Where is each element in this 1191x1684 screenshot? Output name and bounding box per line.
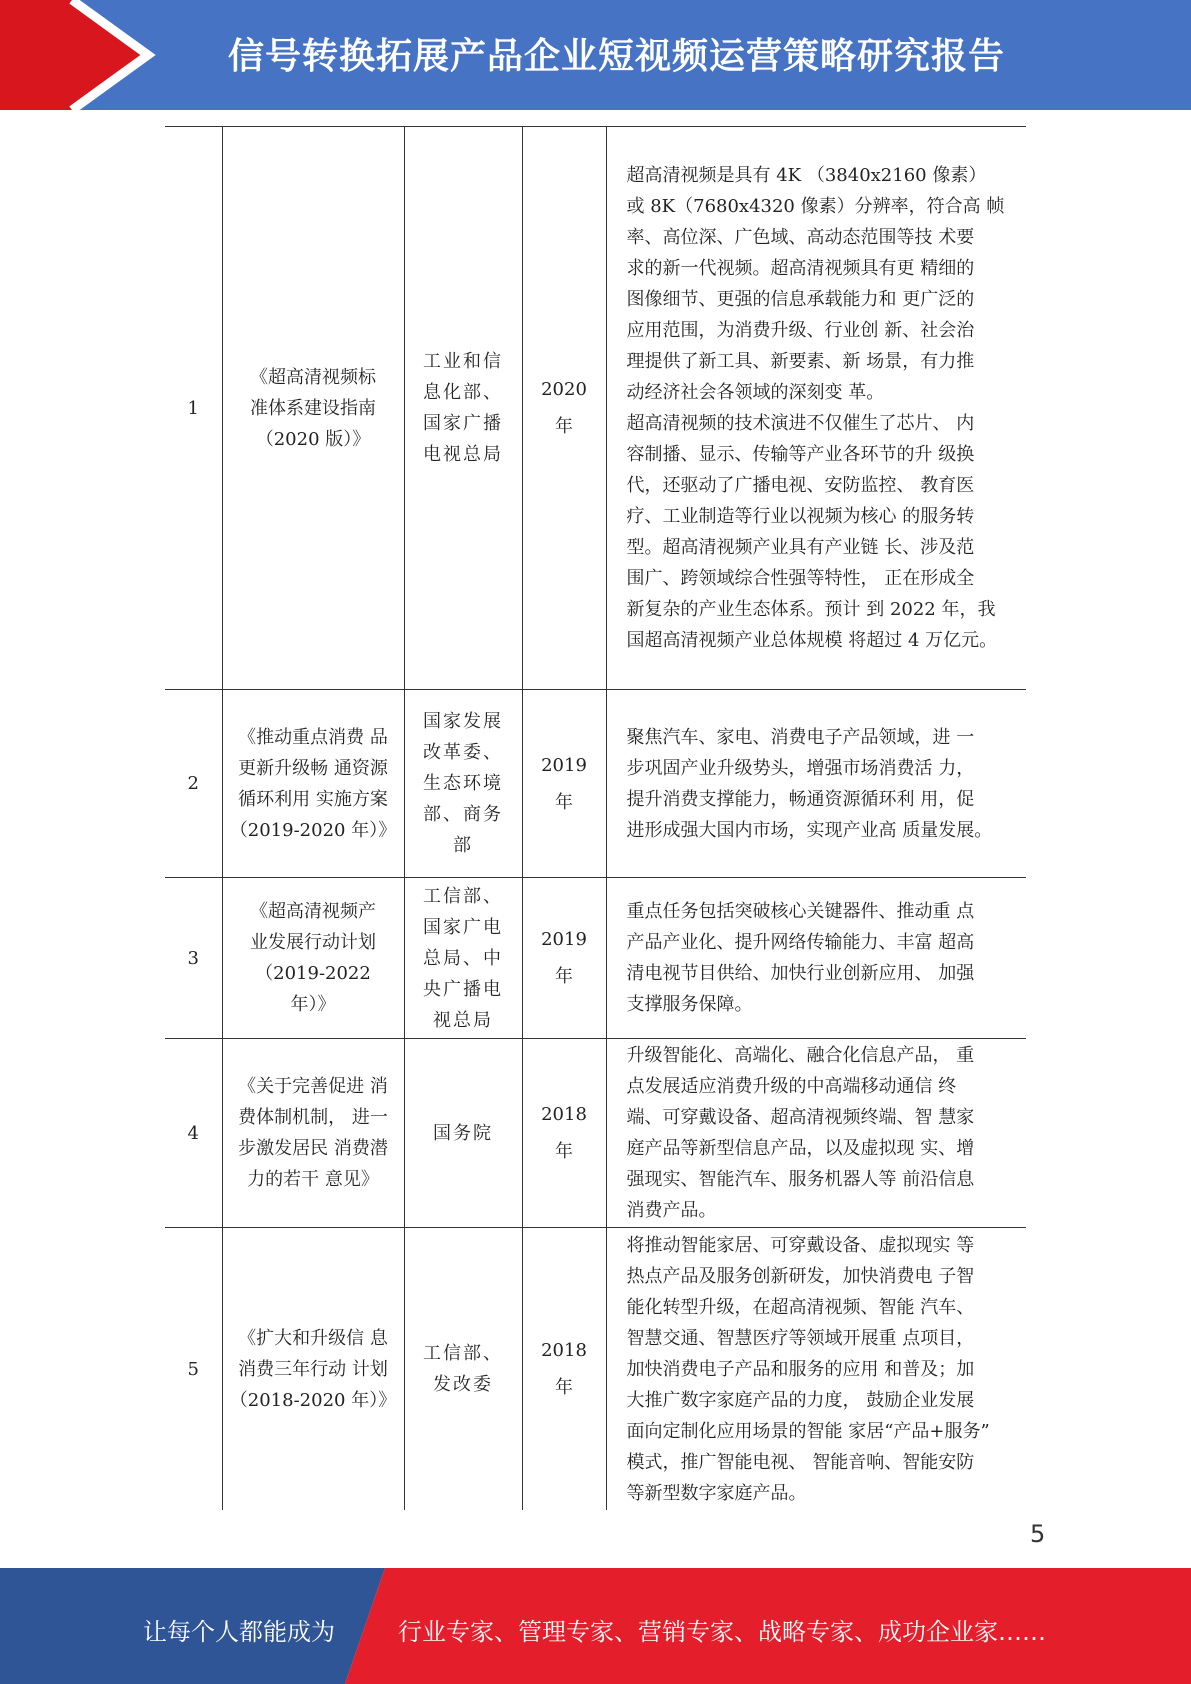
department-line: 工业和信 (423, 351, 503, 372)
description-line: 消费产品。 (626, 1200, 717, 1221)
department-line: 视总局 (433, 1009, 493, 1031)
description-line: 疗、工业制造等行业以视频为核心 的服务转 (626, 506, 975, 527)
description-line: 将推动智能家居、可穿戴设备、虚拟现实 等 (626, 1234, 975, 1256)
description-line: 智慧交通、智慧医疗等领域开展重 点项目， (626, 1327, 975, 1349)
policy-name-line: （2019-2022 (255, 963, 371, 984)
policy-name-cell (222, 127, 404, 690)
description-line: 应用范围，为消费升级、行业创 新、社会治 (626, 320, 975, 341)
policy-name-cell (222, 1228, 404, 1511)
row-number: 3 (187, 947, 199, 969)
description-line: 国超高清视频产业总体规模 将超过 4 万亿元。 (626, 630, 998, 651)
footer-slogan-right: 行业专家、管理专家、营销专家、战略专家、成功企业家…… (398, 1618, 1046, 1646)
description-line: 率、高位深、广色域、高动态范围等技 术要 (626, 227, 975, 248)
year-value: 2019 (541, 929, 587, 950)
description-line: 强现实、智能汽车、服务机器人等 前沿信息 (626, 1169, 975, 1190)
policy-table-wrapper (165, 126, 1026, 1510)
policy-name-line: 步激发居民 消费潜 (238, 1138, 388, 1159)
policy-name-line: 《超高清视频标 (250, 366, 376, 388)
description-line: 求的新一代视频。超高清视频具有更 精细的 (626, 258, 975, 279)
chevron-arrow-icon (0, 0, 160, 110)
policy-name-line: 《扩大和升级信 息 (238, 1327, 388, 1349)
department-line: 生态环境 (423, 773, 503, 794)
description-line: 热点产品及服务创新研发，加快消费电 子智 (626, 1265, 975, 1287)
policy-name-line: （2020 版）》 (255, 428, 371, 450)
policy-name-line: 循环利用 实施方案 (238, 788, 388, 810)
policy-name-line: 《关于完善促进 消 (238, 1076, 388, 1097)
issuing-department-cell (404, 1228, 522, 1511)
page-footer (0, 1568, 1191, 1684)
department-line: 工信部、 (423, 1343, 503, 1364)
description-line: 模式，推广智能电视、 智能音响、智能安防 (626, 1451, 975, 1473)
description-line: 超高清视频的技术演进不仅催生了芯片、 内 (626, 413, 975, 434)
year-cell (522, 127, 606, 690)
description-line: 或 8K（7680x4320 像素）分辨率，符合高 帧 (626, 196, 1005, 217)
table-row (165, 878, 1026, 1039)
year-unit: 年 (555, 416, 573, 437)
description-line: 进形成强大国内市场，实现产业高 质量发展。 (626, 819, 993, 841)
description-line: 大推广数字家庭产品的力度， 鼓励企业发展 (626, 1389, 975, 1411)
year-value: 2020 (541, 379, 587, 400)
report-title: 信号转换拓展产品企业短视频运营策略研究报告 (228, 36, 1006, 77)
policy-table (165, 126, 1026, 1510)
policy-name-line: 费体制机制， 进一 (238, 1107, 388, 1128)
policy-description-cell (606, 690, 1026, 878)
policy-name-line: （2018-2020 年）》 (229, 1389, 397, 1411)
department-line: 央广播电 (423, 978, 503, 1000)
department-line: 部 (453, 835, 473, 856)
description-line: 庭产品等新型信息产品，以及虚拟现 实、增 (626, 1138, 975, 1159)
policy-name-line: 《超高清视频产 (250, 901, 376, 922)
row-number: 1 (187, 397, 199, 419)
department-line: 发改委 (433, 1374, 493, 1395)
year-cell (522, 690, 606, 878)
chevron-fill (0, 0, 148, 110)
year-cell (522, 1039, 606, 1228)
year-unit: 年 (555, 791, 573, 813)
year-value: 2019 (541, 754, 587, 776)
description-line: 步巩固产业升级势头，增强市场消费活 力， (626, 757, 975, 779)
policy-name-line: （2019-2020 年）》 (229, 819, 397, 841)
policy-description-cell (606, 1228, 1026, 1511)
row-number: 2 (187, 773, 199, 794)
row-number-cell (165, 878, 222, 1039)
row-number: 5 (187, 1358, 199, 1380)
year-unit: 年 (555, 966, 573, 987)
policy-name-line: 更新升级畅 通资源 (238, 757, 388, 779)
description-line: 型。超高清视频产业具有产业链 长、涉及范 (626, 537, 975, 558)
department-line: 国务院 (433, 1122, 493, 1144)
footer-slogan-left: 让每个人都能成为 (143, 1618, 335, 1646)
table-row (165, 690, 1026, 878)
department-line: 电视总局 (423, 444, 503, 465)
row-number-cell (165, 1039, 222, 1228)
description-line: 面向定制化应用场景的智能 家居“产品+服务” (626, 1420, 990, 1442)
policy-description-cell (606, 1039, 1026, 1228)
policy-description-cell (606, 127, 1026, 690)
description-line: 围广、跨领域综合性强等特性， 正在形成全 (626, 568, 975, 589)
table-row (165, 127, 1026, 690)
department-line: 改革委、 (423, 742, 503, 763)
issuing-department-cell (404, 690, 522, 878)
description-line: 重点任务包括突破核心关键器件、推动重 点 (626, 901, 975, 922)
description-line: 产品产业化、提升网络传输能力、丰富 超高 (626, 932, 975, 953)
row-number-cell (165, 690, 222, 878)
description-line: 清电视节目供给、加快行业创新应用、 加强 (626, 963, 975, 984)
description-line: 点发展适应消费升级的中高端移动通信 终 (626, 1076, 957, 1097)
department-line: 国家广播 (423, 413, 503, 434)
policy-name-line: 业发展行动计划 (250, 932, 376, 953)
year-unit: 年 (555, 1377, 573, 1398)
description-line: 加快消费电子产品和服务的应用 和普及；加 (626, 1358, 975, 1380)
year-value: 2018 (541, 1340, 587, 1361)
description-line: 容制播、显示、传输等产业各环节的升 级换 (626, 444, 975, 465)
year-unit: 年 (555, 1141, 573, 1162)
description-line: 能化转型升级，在超高清视频、智能 汽车、 (626, 1296, 975, 1318)
policy-name-line: 准体系建设指南 (250, 397, 376, 419)
department-line: 总局、中 (423, 947, 503, 969)
policy-name-line: 消费三年行动 计划 (238, 1358, 388, 1380)
row-number-cell (165, 127, 222, 690)
description-line: 代，还驱动了广播电视、安防监控、 教育医 (626, 475, 975, 496)
policy-name-line: 力的若干 意见》 (247, 1169, 379, 1190)
description-line: 支撑服务保障。 (626, 994, 753, 1015)
department-line: 部、商务 (423, 804, 503, 825)
description-line: 升级智能化、高端化、融合化信息产品， 重 (626, 1045, 975, 1066)
policy-name-line: 年）》 (290, 994, 336, 1015)
policy-description-cell (606, 878, 1026, 1039)
year-value: 2018 (541, 1104, 587, 1125)
table-row (165, 1228, 1026, 1511)
policy-name-cell (222, 1039, 404, 1228)
description-line: 理提供了新工具、新要素、新 场景，有力推 (626, 351, 975, 372)
department-line: 国家广电 (423, 916, 503, 938)
description-line: 端、可穿戴设备、超高清视频终端、智 慧家 (626, 1107, 975, 1128)
issuing-department-cell (404, 1039, 522, 1228)
department-line: 工信部、 (423, 885, 503, 907)
department-line: 国家发展 (423, 711, 503, 732)
policy-name-cell (222, 690, 404, 878)
issuing-department-cell (404, 127, 522, 690)
department-line: 息化部、 (423, 382, 503, 403)
year-cell (522, 1228, 606, 1511)
description-line: 图像细节、更强的信息承载能力和 更广泛的 (626, 289, 975, 310)
description-line: 提升消费支撑能力，畅通资源循环利 用，促 (626, 788, 975, 810)
policy-table-body (165, 127, 1026, 1511)
description-line: 新复杂的产业生态体系。预计 到 2022 年，我 (626, 599, 996, 620)
issuing-department-cell (404, 878, 522, 1039)
page-header (0, 0, 1191, 110)
row-number-cell (165, 1228, 222, 1511)
year-cell (522, 878, 606, 1039)
description-line: 动经济社会各领域的深刻变 革。 (626, 382, 885, 403)
policy-name-cell (222, 878, 404, 1039)
page-number: 5 (1030, 1520, 1046, 1548)
policy-name-line: 《推动重点消费 品 (238, 726, 388, 748)
description-line: 聚焦汽车、家电、消费电子产品领域，进 一 (626, 726, 975, 748)
table-row (165, 1039, 1026, 1228)
description-line: 等新型数字家庭产品。 (626, 1482, 807, 1504)
description-line: 超高清视频是具有 4K （3840x2160 像素） (626, 165, 987, 186)
row-number: 4 (187, 1122, 199, 1144)
